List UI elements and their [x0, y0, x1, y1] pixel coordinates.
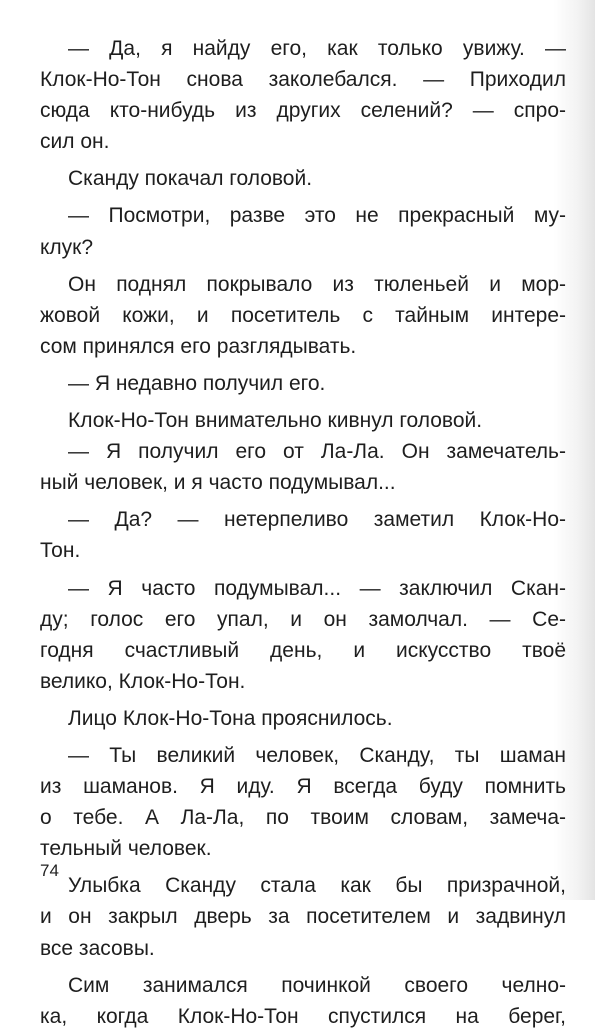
text-line: Клок-Но-Тон внимательно кивнул головой. [68, 409, 483, 433]
text-line: сом принялся его разглядывать. [40, 334, 357, 358]
text-line: из шаманов. Я иду. Я всегда буду помнить [40, 775, 566, 799]
text-line: жовой кожи, и посетитель с тайным интере- [40, 303, 566, 327]
text-line: Клок-Но-Тон снова заколебался. — Приходил [40, 68, 566, 92]
text-line: Он поднял покрывало из тюленьей и мор- [68, 272, 566, 296]
text-line: все засовы. [40, 936, 155, 960]
text-line: сил он. [40, 130, 110, 154]
text-line: ду; голос его упал, и он замолчал. — Се- [40, 607, 566, 631]
text-line: и он закрыл дверь за посетителем и задвинул [40, 905, 566, 929]
text-line: Скандy покачал головой. [68, 167, 313, 191]
text-line: — Да? — нетерпеливо заметил Клок-Но- [68, 508, 566, 532]
text-line: ный человек, и я часто подумывал... [40, 471, 396, 495]
text-line: — Да, я найду его, как только увижу. — [68, 37, 566, 60]
text-line: Тон. [40, 539, 81, 563]
page-number: 74 [40, 861, 59, 880]
text-line: годня счастливый день, и искусство твоё [40, 638, 566, 662]
text-line: — Я недавно получил его. [68, 371, 326, 395]
text-line: клук? [40, 235, 94, 259]
text-line: — Я получил его от Ла-Ла. Он замечатель- [68, 440, 566, 464]
body-text [40, 33, 566, 1032]
text-line: — Посмотри, разве это не прекрасный му- [68, 204, 566, 228]
text-line: Улыбка Скандy стала как бы призрачной, [68, 874, 566, 898]
text-line: — Я часто подумывал... — заключил Скан- [68, 576, 566, 600]
text-line: — Ты великий человек, Скандy, ты шаман [68, 743, 566, 767]
text-line: Лицо Клок-Но-Тона прояснилось. [68, 706, 393, 730]
text-line: ка, когда Клок-Но-Тон спустился на берег, [40, 1004, 566, 1028]
text-line: о тебе. А Ла-Ла, по твоим словам, замеча- [40, 806, 566, 830]
text-line: тельный человек. [40, 837, 212, 861]
text-line: сюда кто-нибудь из других селений? — спро- [40, 99, 566, 123]
text-line: Сим занимался починкой своего челно- [68, 973, 566, 997]
text-line: велико, Клок-Но-Тон. [40, 669, 246, 693]
